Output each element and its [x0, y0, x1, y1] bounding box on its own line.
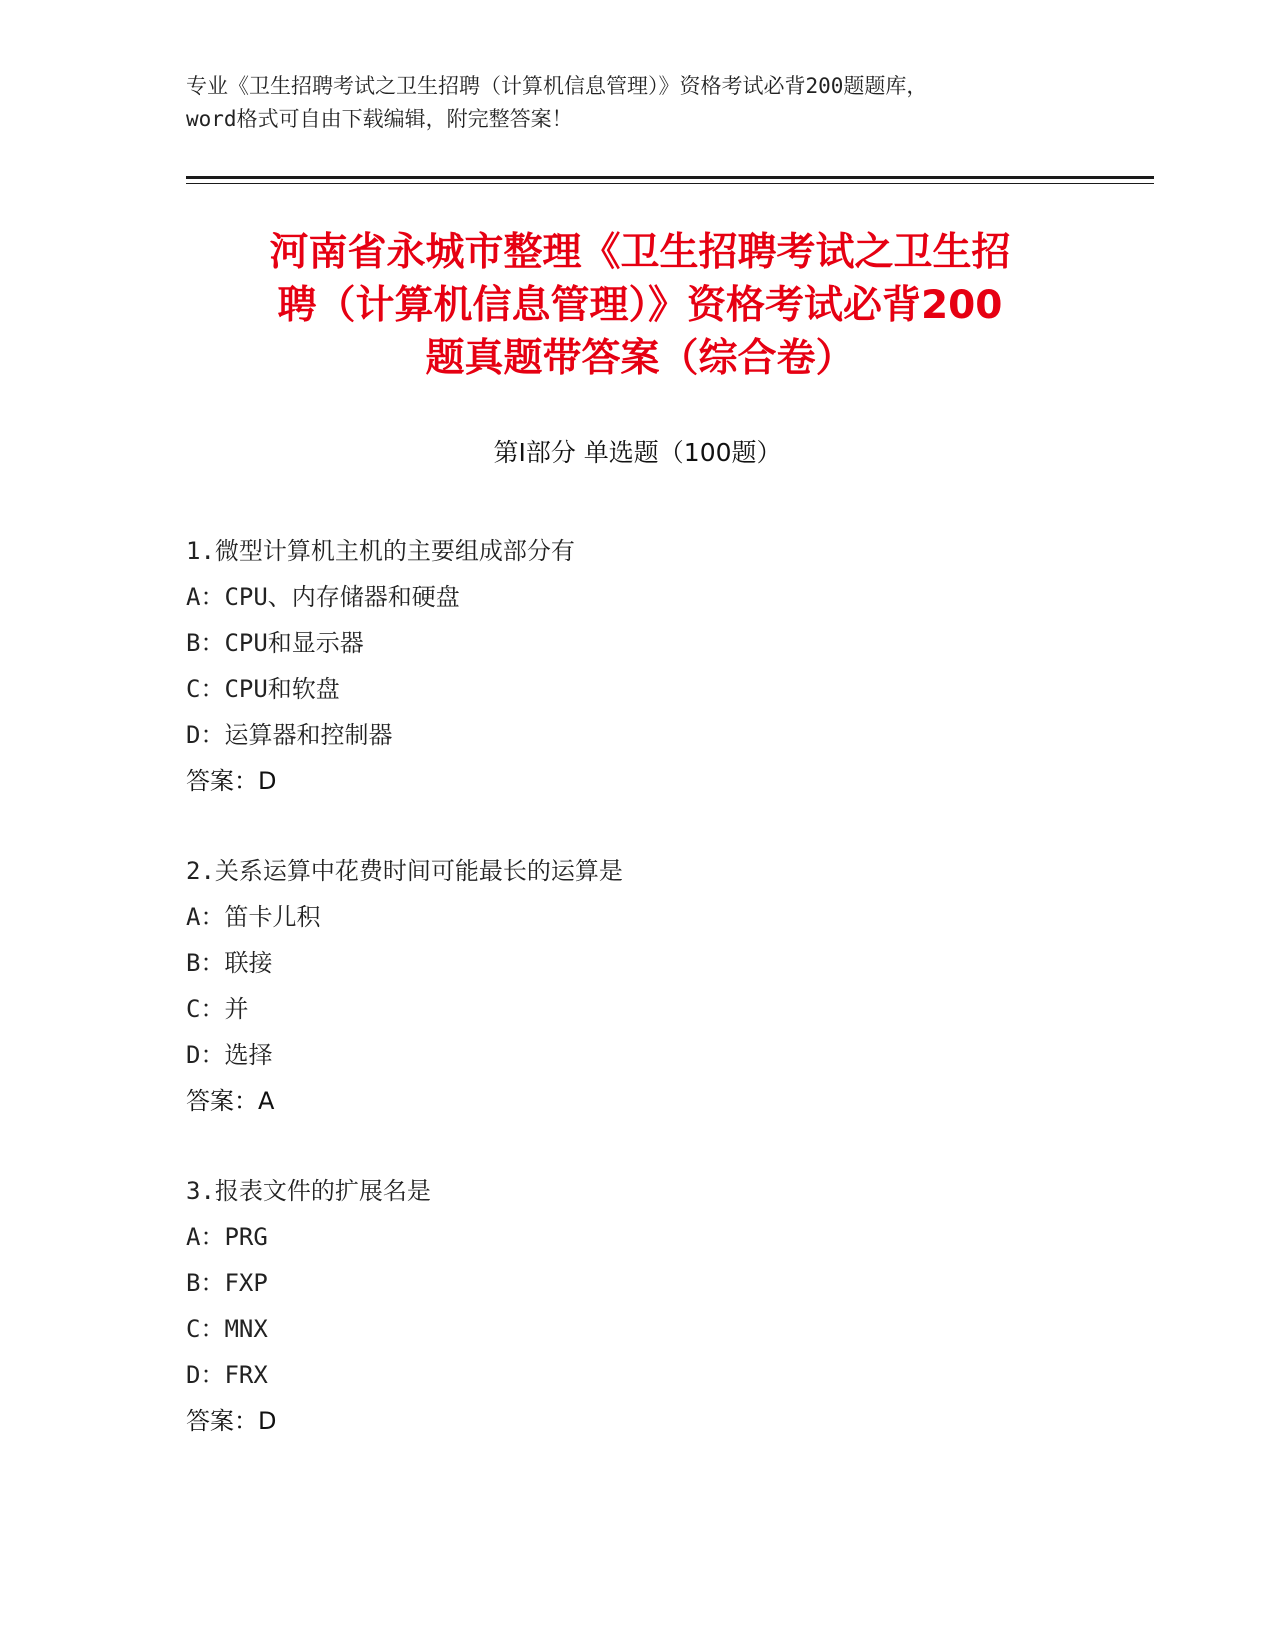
answer: 答案：A: [186, 1087, 275, 1115]
question-stem: 3.报表文件的扩展名是: [186, 1177, 431, 1205]
question-2: [186, 848, 1086, 1124]
option-c: C：并: [186, 995, 249, 1023]
header-note-line-2: word格式可自由下载编辑，附完整答案！: [186, 107, 573, 131]
document-title-line-3: 题真题带答案（综合卷）: [425, 336, 855, 381]
document-title-line-1: 河南省永城市整理《卫生招聘考试之卫生招: [269, 230, 1011, 275]
question-list: [186, 528, 1086, 1488]
question-stem: 1.微型计算机主机的主要组成部分有: [186, 537, 575, 565]
option-c: C：MNX: [186, 1315, 268, 1343]
option-a: A：PRG: [186, 1223, 268, 1251]
option-a: A：CPU、内存储器和硬盘: [186, 583, 460, 611]
option-b: B：CPU和显示器: [186, 629, 364, 657]
header-note: [186, 70, 1086, 136]
document-title: [190, 226, 1090, 385]
question-1: [186, 528, 1086, 804]
option-d: D：选择: [186, 1041, 273, 1069]
option-a: A：笛卡儿积: [186, 903, 321, 931]
section-title: 第Ⅰ部分 单选题（100题）: [493, 438, 782, 467]
option-b: B：联接: [186, 949, 273, 977]
answer: 答案：D: [186, 767, 277, 795]
option-d: D：FRX: [186, 1361, 268, 1389]
header-rule-thick: [186, 176, 1154, 179]
header-note-line-1: 专业《卫生招聘考试之卫生招聘（计算机信息管理）》资格考试必背200题题库，: [186, 74, 928, 98]
answer: 答案：D: [186, 1407, 277, 1435]
option-c: C：CPU和软盘: [186, 675, 340, 703]
question-3: [186, 1168, 1086, 1444]
option-b: B：FXP: [186, 1269, 268, 1297]
option-d: D：运算器和控制器: [186, 721, 393, 749]
document-title-line-2: 聘（计算机信息管理）》资格考试必背200: [277, 283, 1003, 328]
header-rule-thin: [186, 183, 1154, 184]
question-stem: 2.关系运算中花费时间可能最长的运算是: [186, 857, 623, 885]
